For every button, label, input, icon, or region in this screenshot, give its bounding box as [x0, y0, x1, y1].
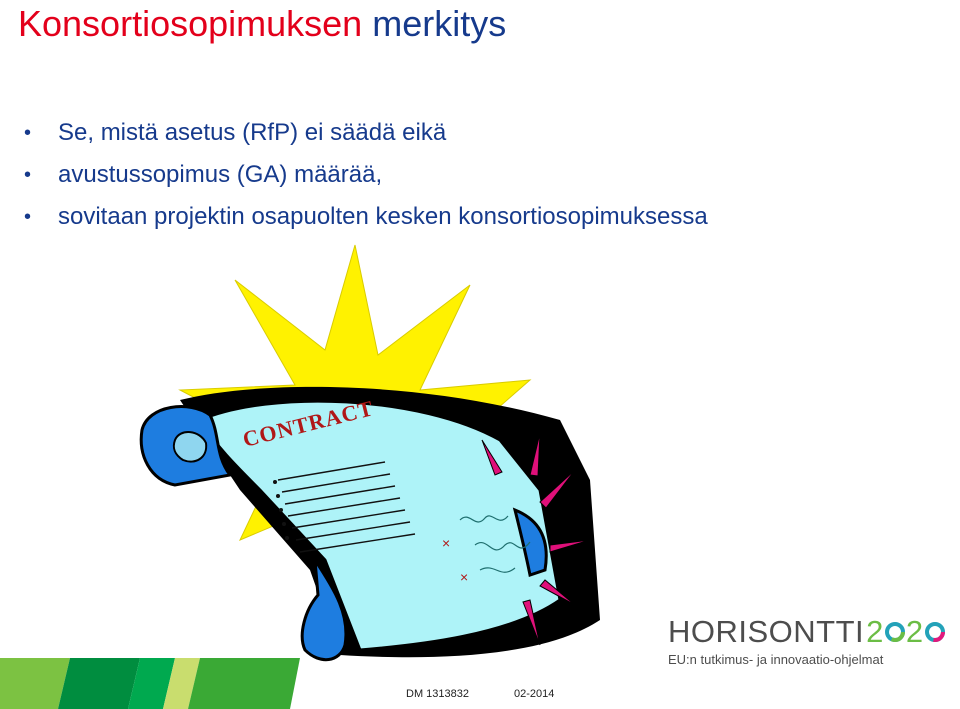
slide-title-part2: merkitys [372, 3, 507, 44]
slide-title-part1: Konsortiosopimuksen [18, 3, 363, 44]
logo-wordmark-text: HORISONTTI [668, 614, 865, 649]
bullet-list [18, 112, 708, 238]
signature-mark: × [442, 535, 451, 551]
logo-year-digit: 2 [866, 614, 884, 649]
contract-illustration [120, 240, 620, 670]
logo-ring-icon [924, 621, 946, 643]
horisontti-logo [668, 614, 960, 667]
logo-ring-icon [884, 621, 906, 643]
logo-tagline: EU:n tutkimus- ja innovaatio-ohjelmat [668, 652, 884, 667]
signature-mark: × [460, 569, 469, 585]
green-stripe-decoration [0, 658, 305, 709]
scroll-roll-inner [174, 432, 206, 462]
logo-year-digit: 2 [905, 614, 924, 649]
bullet-item: • Se, mistä asetus (RfP) ei säädä eikä [18, 112, 708, 154]
footer-date: 02-2014 [514, 688, 555, 700]
contract-heading: CONTRACT [240, 395, 377, 452]
bullet-item: • sovitaan projektin osapuolten kesken konsortiosopimuksessa [18, 196, 708, 238]
logo-year [866, 614, 946, 650]
logo-wordmark [668, 614, 960, 650]
slide-title [18, 2, 506, 46]
footer-doc-id: DM 1313832 [406, 688, 469, 700]
bullet-item: • avustussopimus (GA) määrää, [18, 154, 708, 196]
